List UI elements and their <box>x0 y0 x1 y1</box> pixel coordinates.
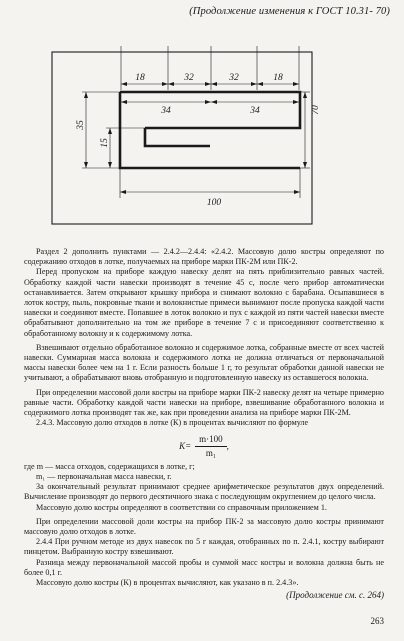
dim-top-4: 18 <box>273 73 283 83</box>
formula <box>24 434 384 457</box>
upper-contour <box>120 92 300 128</box>
dim-mid-1: 34 <box>161 106 171 116</box>
paragraph: Массовую долю костры определяют в соответствии со справочным приложением 1. <box>36 502 327 512</box>
dim-left-outer: 35 <box>76 120 86 130</box>
continuation-header: (Продолжение изменения к ГОСТ 10.31- 70) <box>189 6 390 17</box>
dim-right: 70 <box>311 105 321 115</box>
paragraph: Перед пропуском на приборе каждую навеску делят на пять приблизительно равных частей. Обработку каждой части навески производят в течение 45 с, после чего прибор автоматически останавливается. Затем открывают крышку прибора и снимают волокно с барабана. Осыпавшиеся в лоток костру, пыль, покровные ткани и волокнистые примеси вынимают после пропуска каждой части навески и соединяют вместе. Попавшее в лоток волокно и пух с каждой из пяти частей навески вместе обрабатывают дополнительно на том же приборе в течение 7 с и присоединяют соответственно к обработанному волокну и к содержимому лотка. <box>24 267 384 338</box>
paragraph: Раздел 2 дополнить пунктами — 2.4.2—2.4.4: «2.4.2. Массовую долю костры определяют по содержанию отходов в лотке, получаемых на приборе марки ПК-2М или ПК-2. <box>24 247 384 267</box>
formula-numerator: m·100 <box>195 434 227 446</box>
formula-tail: , <box>226 441 229 452</box>
technical-drawing <box>0 0 404 245</box>
paragraph: Разница между первоначальной массой пробы и суммой масс костры и волокна должна быть не более 0,1 г. <box>24 557 384 577</box>
inner-contour <box>145 128 210 146</box>
paragraph: m₁ — первоначальная масса навески, г. <box>36 472 172 482</box>
paragraph: где m — масса отходов, содержащихся в лотке, г; <box>24 461 195 471</box>
formula-denominator: m₁ <box>205 447 216 458</box>
dim-bottom: 100 <box>206 198 222 208</box>
dim-top-2: 32 <box>184 73 194 83</box>
paragraph: 2.4.3. Массовую долю отходов в лотке (К) в процентах вычисляют по формуле <box>36 418 309 428</box>
left-contour <box>120 92 300 168</box>
dim-top-3: 32 <box>229 73 239 83</box>
dim-top-1: 18 <box>135 73 145 83</box>
dim-left-inner: 15 <box>100 138 110 148</box>
page-number: 263 <box>370 616 384 626</box>
paragraph: За окончательный результат принимают среднее арифметическое результатов двух определений. Вычисление производят до первого десятичного знака с последующим округлением до целого числа. <box>24 482 384 502</box>
formula-fraction <box>195 434 227 457</box>
paragraph: При определении массовой доли костры на прибор ПК-2 за массовую долю костры принимают массовую долю отходов в лотке. <box>24 516 384 537</box>
dim-mid-2: 34 <box>250 106 260 116</box>
paragraph: Взвешивают отдельно обработанное волокно и содержимое лотка, собранные вместе от всех частей навески. Суммарная масса волокна и содержимого лотка не должна отличаться от первоначальной массы навески более чем на 1 г. Если разность больше 1 г, то результат обработки данной навески не учитывают, а обрабатывают вновь отобранную и подготовленную навеску из оставшегося волокна. <box>24 342 384 383</box>
formula-lhs: K= <box>179 441 192 452</box>
paragraph: Массовую долю костры (К) в процентах вычисляют, как указано в п. 2.4.3». <box>36 578 299 588</box>
continuation-footer: (Продолжение см. с. 264) <box>286 590 384 600</box>
document-body <box>24 247 384 588</box>
paragraph: При определении массовой доли костры на приборе марки ПК-2 навеску делят на четыре примерно равные части. Обработку каждой части навески на приборе, взвешивание обработанного волокна и содержимого лотка производят так же, как при проведении анализа на приборе марки ПК-2М. <box>24 387 384 418</box>
paragraph: 2.4.4 При ручном методе из двух навесок по 5 г каждая, отобранных по п. 2.4.1, костру выбирают пинцетом. Выбранную костру взвешивают. <box>24 537 384 557</box>
